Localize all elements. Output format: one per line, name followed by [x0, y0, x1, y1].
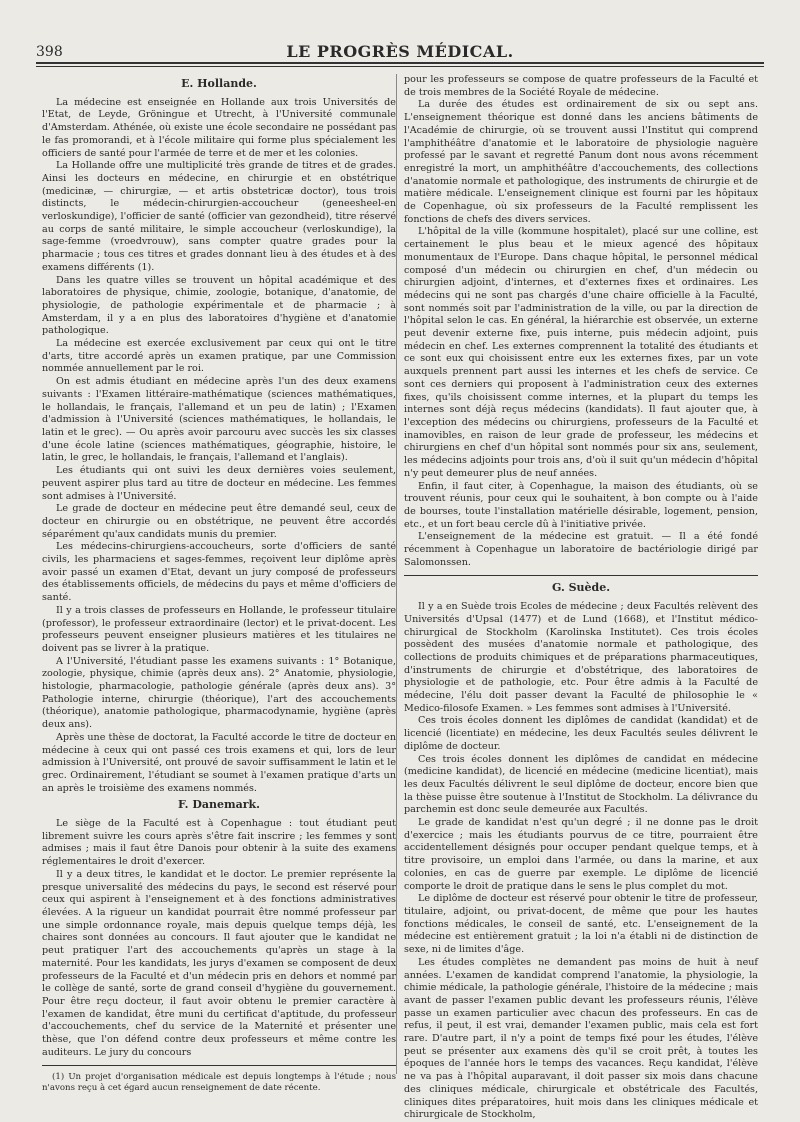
section-rule — [404, 575, 758, 576]
left-column — [42, 74, 396, 1104]
footnote-rule — [42, 1065, 396, 1066]
running-title: LE PROGRÈS MÉDICAL. — [286, 42, 514, 61]
column-divider — [396, 74, 397, 1074]
header-rule-thick — [36, 62, 764, 64]
paragraph: Les étudiants qui ont suivi les deux dernières voies seulement, peuvent aspirer plus tard au titre de docteur en médecine. Les femmes sont admises à l'Université. — [42, 465, 396, 502]
paragraph: Il y a deux titres, le kandidat et le doctor. Le premier représente la presque universalité des médecins du pays, le second est réservé pour ceux qui aspirent à l'enseignement et à des fonctions administratives élevées. A la rigueur un kandidat pourrait être nommé professeur par une simple ordonnance royale, mais depuis quelque temps déjà, les chaires sont données au concours. Il faut ajouter que le kandidat ne peut pratiquer l'art des accouchements qu'après un stage à la maternité. Pour les kandidats, les jurys d'examen se composent de deux professeurs de la Faculté et d'un médecin pris en dehors et nommé par le collège de santé, sorte de grand conseil d'hygiène du gouvernement. Pour être reçu docteur, il faut avoir obtenu le premier caractère à l'examen de kandidat, être muni du certificat d'aptitude, du professeur d'accouchements, chef du service de la Maternité et présenter une thèse, que l'on défend contre deux professeurs et même contre les auditeurs. Le jury du concours — [42, 868, 396, 1058]
paragraph: pour les professeurs se compose de quatre professeurs de la Faculté et de trois membres de la Société Royale de médecine. — [404, 74, 758, 98]
paragraph: L'hôpital de la ville (kommune hospitalet), placé sur une colline, est certainement le plus beau et le mieux agencé des hôpitaux monumentaux de l'Europe. Dans chaque hôpital, le personnel médical composé d'un médecin ou chirurgien en chef, d'un médecin ou chirurgien adjoint, d'internes, et d'externes fixes et ordinaires. Les médecins qui ne sont pas chargés d'une chaire officielle à la Faculté, sont nommés soit par l'administration de la ville, ou par la direction de l'hôpital selon le cas. En général, la hiérarchie est observée, un externe peut devenir externe fixe, puis interne, puis médecin adjoint, puis médecin en chef. Les externes comprennent la totalité des étudiants et ce sont eux qui choisissent entre eux les externes fixes, par un vote auxquels prennent part aussi les internes et les chefs de service. Ce sont ces derniers qui proposent à l'administration ceux des externes fixes, qu'ils choisissent comme internes, et la plupart du temps les internes sont déjà reçus médecins (kandidats). Il faut ajouter que, à l'exception des médecins ou chirurgiens, professeurs de la Faculté et inamovibles, en raison de leur grade de professeur, les médecins et chirurgiens en chef d'un hôpital sont nommés pour six ans, seulement, les médecins adjoints pour trois ans, d'où il suit qu'un médecin d'hôpital n'y peut demeurer plus de neuf années. — [404, 226, 758, 479]
paragraph: Enfin, il faut citer, à Copenhague, la maison des étudiants, où se trouvent réunis, pour ceux qui le souhaitent, à bon compte ou à l'aide de bourses, toute l'installation matérielle désirable, logement, pension, etc., et un fort beau cercle dû à l'initiative privée. — [404, 480, 758, 530]
paragraph: La Hollande offre une multiplicité très grande de titres et de grades. Ainsi les docteurs en médecine, en chirurgie et en obstétrique (medicinæ, — chirurgiæ, — et artis obstetricæ doctor), tous trois distincts, le médecin-chirurgien-accoucheur (geneesheel-en verloskundige), l'officier de santé (officier van gezondheid), titre réservé au corps de santé militaire, le simple accoucheur (verloskundige), la sage-femme (vroedvrouw), sans compter quatre grades pour la pharmacie ; tous ces titres et grades donnant lieu à des études et à des examens différents (1). — [42, 160, 396, 273]
paragraph: A l'Université, l'étudiant passe les examens suivants : 1° Botanique, zoologie, physique, chimie (après deux ans). 2° Anatomie, physiologie, histologie, pharmacologie, pathologie générale (après deux ans). 3° Pathologie interne, chirurgie (théorique), l'art des accouchements (théorique), anatomie pathologique, pharmacodynamie, hygiène (après deux ans). — [42, 655, 396, 731]
header-rule-thin — [36, 66, 764, 67]
paragraph: Ces trois écoles donnent les diplômes de candidat en médecine (medicine kandidat), de licencié en médecine (medicine licentiat), mais les deux Facultés délivrent le seul diplôme de docteur, encore bien que la thèse puisse être soutenue à l'Institut de Stockholm. La délivrance du parchemin est donc seule demeurée aux Facultés. — [404, 753, 758, 816]
paragraph: Les études complètes ne demandent pas moins de huit à neuf années. L'examen de kandidat comprend l'anatomie, la physiologie, la chimie médicale, la pathologie générale, l'histoire de la médecine ; mais avant de passer l'examen public devant les professeurs réunis, l'élève passe un examen particulier avec chacun des professeurs. En cas de refus, il peut, il est vrai, demander l'examen public, mais cela est fort rare. D'autre part, il n'y a point de temps fixé pour les études, l'élève peut se présenter aux examens dès qu'il se croit prêt, à toutes les époques de l'année hors le temps des vacances. Reçu kandidat, l'élève ne va pas à l'hôpital auparavant, il doit passer six mois dans chacune des cliniques médicale, chirurgicale et obstétricale des Facultés, cliniques dites préparatoires, huit mois dans les cliniques médicale et chirurgicale de Stockholm, — [404, 956, 758, 1121]
paragraph: Le grade de kandidat n'est qu'un degré ; il ne donne pas le droit d'exercice ; mais les étudiants pourvus de ce titre, pourraient être accidentellement désignés pour occuper pendant quelque temps, et à titre provisoire, un emploi dans l'armée, ou dans la marine, et aux colonies, en cas de guerre par exemple. Le diplôme de licencié comporte le droit de pratique dans le sens le plus complet du mot. — [404, 817, 758, 892]
paragraph: Il y a en Suède trois Ecoles de médecine ; deux Facultés relèvent des Universités d'Upsal (1477) et de Lund (1668), et l'Institut médico-chirurgical de Stockholm (Karolinska Institutet). Ces trois écoles possèdent des musées d'anatomie normale et pathologique, des collections de produits chimiques et de préparations pharmaceutiques, d'instruments de chirurgie et d'obstétrique, des laboratoires de physiologie et de pathologie, etc. Pour être admis à la Faculté de médecine, l'élu doit passer devant la Faculté de philosophie le « Medico-filosofe Examen. » Les femmes sont admises à l'Université. — [404, 601, 758, 714]
section-title-hollande: E. Hollande. — [181, 77, 257, 90]
paragraph: La médecine est enseignée en Hollande aux trois Universités de l'Etat, de Leyde, Gröningue et Utrecht, à l'Université communale d'Amsterdam. Athénée, où existe une école secondaire ne possédant pas le fas promorandi, et à l'école militaire qui forme plus spécialement les officiers de santé pour l'armée de terre et de mer et les colonies. — [42, 96, 396, 159]
page-number: 398 — [36, 44, 63, 60]
paragraph: Dans les quatre villes se trouvent un hôpital académique et des laboratoires de physique, chimie, zoologie, botanique, d'anatomie, de physiologie, de pathologie expérimentale et de pharmacie ; à Amsterdam, il y a en plus des laboratoires d'hygiène et d'anatomie pathologique. — [42, 274, 396, 337]
footnote-text: (1) Un projet d'organisation médicale est depuis longtemps à l'étude ; nous n'avons reçu à cet égard aucun renseignement de date récente. — [42, 1072, 396, 1094]
section-title-danemark: F. Danemark. — [177, 798, 261, 812]
paragraph: Ces trois écoles donnent les diplômes de candidat (kandidat) et de licencié (licentiate) en médecine, les deux Facultés seules délivrent le diplôme de docteur. — [404, 715, 758, 752]
paragraph: Le siège de la Faculté est à Copenhague : tout étudiant peut librement suivre les cours après s'être fait inscrire ; les femmes y sont admises ; mais il faut être Danois pour obtenir à la suite des examens réglementaires le droit d'exercer. — [42, 818, 396, 868]
paragraph: Après une thèse de doctorat, la Faculté accorde le titre de docteur en médecine à ceux qui ont passé ces trois examens et qui, lors de leur admission à l'Université, ont prouvé de savoir suffisamment le latin et le grec. Ordinairement, l'étudiant se soumet à l'examen pratique d'arts un an après le troisième des examens nommés. — [42, 731, 396, 794]
paragraph: L'enseignement de la médecine est gratuit. — Il a été fondé récemment à Copenhague un laboratoire de bactériologie dirigé par Salomonssen. — [404, 531, 758, 568]
paragraph: Le diplôme de docteur est réservé pour obtenir le titre de professeur, titulaire, adjoint, ou privat-docent, de même que pour les hautes fonctions médicales, le conseil de santé, etc. L'enseignement de la médecine est entièrement gratuit ; la loi n'a établi ni de distinction de sexe, ni de limites d'âge. — [404, 893, 758, 956]
paragraph: La médecine est exercée exclusivement par ceux qui ont le titre d'arts, titre accordé après un examen pratique, par une Commission nommée annuellement par le roi. — [42, 338, 396, 375]
paragraph: Il y a trois classes de professeurs en Hollande, le professeur titulaire (professor), le professeur extraordinaire (lector) et le privat-docent. Les professeurs peuvent enseigner plusieurs matières et les titulaires ne doivent pas se livrer à la pratique. — [42, 604, 396, 654]
paragraph: Les médecins-chirurgiens-accoucheurs, sorte d'officiers de santé civils, les pharmaciens et sages-femmes, reçoivent leur diplôme après avoir passé un examen d'Etat, devant un jury composé de professeurs des établissements officiels, de médecins du pays et même d'officiers de santé. — [42, 541, 396, 604]
footnote — [42, 1072, 396, 1094]
paragraph: Le grade de docteur en médecine peut être demandé seul, ceux de docteur en chirurgie ou en obstétrique, ne peuvent être accordés séparément qu'aux candidats munis du premier. — [42, 503, 396, 540]
paragraph: La durée des études est ordinairement de six ou sept ans. L'enseignement théorique est donné dans les anciens bâtiments de l'Académie de chirurgie, où se trouvent aussi l'Institut qui comprend l'amphithéâtre d'anatomie et le laboratoire de physiologie naguère professé par le savant et regretté Panum dont nous avons récemment enregistré la mort, un amphithéâtre d'accouchements, des collections d'anatomie normale et pathologique, des instruments de chirurgie et de matière médicale. L'enseignement clinique est fourni par les hôpitaux de Copenhague, où six professeurs de la Faculté remplissent les fonctions de chefs des divers services. — [404, 99, 758, 225]
section-title-suede: G. Suède. — [551, 581, 611, 595]
right-column — [404, 74, 758, 1121]
paragraph: On est admis étudiant en médecine après l'un des deux examens suivants : l'Examen littéraire-mathématique (sciences mathématiques, le hollandais, le français, l'allemand et un peu de latin) ; l'Examen d'admission à l'Université (sciences mathématiques, le hollandais, le latin et le grec). — Ou après avoir parcouru avec succès les six classes d'une école latine (sciences mathématiques, géographie, histoire, le latin, le grec, le hollandais, le français, l'allemand et l'anglais). — [42, 376, 396, 464]
